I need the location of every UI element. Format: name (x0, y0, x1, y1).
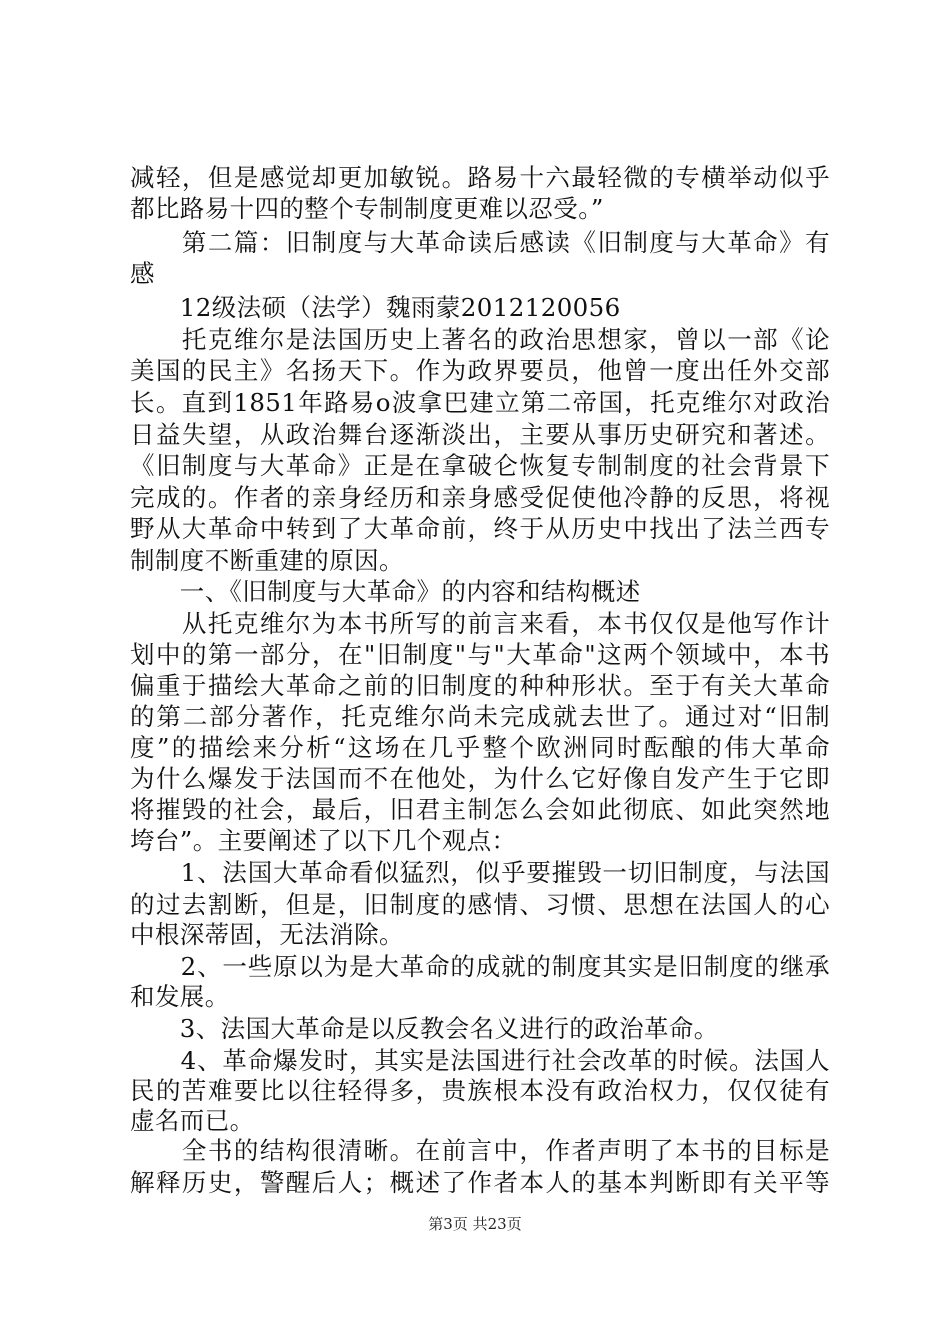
text-line: 美国的民主》名扬天下。作为政界要员，他曾一度出任外交部 (130, 356, 830, 385)
text-line: 的第二部分著作，托克维尔尚未完成就去世了。通过对“旧制 (130, 702, 830, 731)
text-line: 偏重于描绘大革命之前的旧制度的种种形状。至于有关大革命 (130, 671, 830, 700)
text-line: 完成的。作者的亲身经历和亲身感受促使他冷静的反思，将视 (130, 483, 830, 512)
text-line: 将摧毁的社会，最后，旧君主制怎么会如此彻底、如此突然地 (130, 795, 830, 824)
list-item-cont: 的过去割断，但是，旧制度的感情、习惯、思想在法国人的心 (130, 890, 830, 919)
text-line: 都比路易十四的整个专制制度更难以忍受。” (130, 194, 604, 223)
section-heading: 第二篇：旧制度与大革命读后感读《旧制度与大革命》有 (130, 228, 830, 257)
author-line: 12级法硕（法学）魏雨蒙2012120056 (130, 293, 621, 322)
list-item-cont: 虚名而已。 (130, 1106, 255, 1135)
text-line: 度”的描绘来分析“这场在几乎整个欧洲同时酝酿的伟大革命 (130, 733, 830, 762)
list-item: 4、革命爆发时，其实是法国进行社会改革的时候。法国人 (130, 1046, 830, 1075)
text-line: 全书的结构很清晰。在前言中，作者声明了本书的目标是 (130, 1136, 830, 1165)
text-line: 垮台”。主要阐述了以下几个观点： (130, 826, 517, 855)
text-line: 托克维尔是法国历史上著名的政治思想家，曾以一部《论 (130, 325, 830, 354)
subsection-heading: 一、《旧制度与大革命》的内容和结构概述 (130, 577, 641, 606)
text-line: 长。直到1851年路易o波拿巴建立第二帝国，托克维尔对政治 (130, 388, 830, 417)
text-line: 划中的第一部分，在"旧制度"与"大革命"这两个领域中，本书 (130, 640, 830, 669)
text-line: 日益失望，从政治舞台逐渐淡出，主要从事历史研究和著述。 (130, 420, 830, 449)
text-line: 解释历史，警醒后人；概述了作者本人的基本判断即有关平等 (130, 1168, 830, 1197)
list-item: 2、一些原以为是大革命的成就的制度其实是旧制度的继承 (130, 952, 830, 981)
list-item: 1、法国大革命看似猛烈，似乎要摧毁一切旧制度，与法国 (130, 858, 830, 887)
list-item-cont: 中根深蒂固，无法消除。 (130, 920, 404, 949)
text-line: 制制度不断重建的原因。 (130, 546, 404, 575)
text-line: 减轻，但是感觉却更加敏锐。路易十六最轻微的专横举动似乎 (130, 163, 830, 192)
list-item-cont: 民的苦难要比以往轻得多，贵族根本没有政治权力，仅仅徒有 (130, 1076, 830, 1105)
text-line: 为什么爆发于法国而不在他处，为什么它好像自发产生于它即 (130, 764, 830, 793)
list-item: 3、法国大革命是以反教会名义进行的政治革命。 (130, 1014, 719, 1043)
text-line: 从托克维尔为本书所写的前言来看，本书仅仅是他写作计 (130, 609, 830, 638)
section-heading-cont: 感 (130, 259, 155, 288)
page-number-footer: 第3页 共23页 (428, 1215, 522, 1233)
list-item-cont: 和发展。 (130, 982, 230, 1011)
text-line: 野从大革命中转到了大革命前，终于从历史中找出了法兰西专 (130, 514, 830, 543)
text-line: 《旧制度与大革命》正是在拿破仑恢复专制制度的社会背景下 (130, 451, 830, 480)
